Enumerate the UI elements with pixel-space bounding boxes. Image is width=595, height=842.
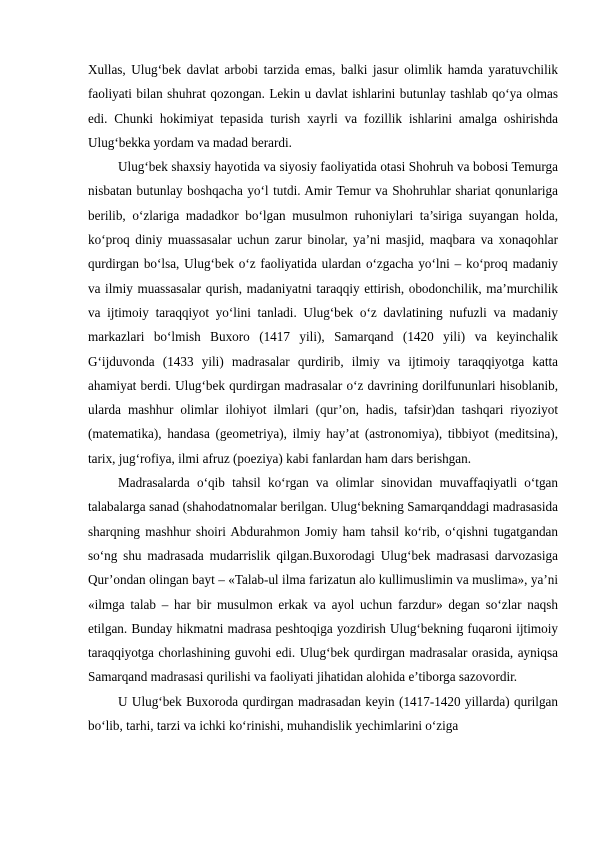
paragraph-1: Xullas, Ulug‘bek davlat arbobi tarzida emas, balki jasur olimlik hamda yaratuvchilik faoliyati bilan shuhrat qozongan. Lekin u davlat ishlarini butunlay tashlab qo‘ya olmas edi. Chunki hokimiyat tepasida turish xayrli va fozillik ishlarini amalga oshirishda Ulug‘bekka yordam va madad berardi.: [88, 62, 558, 150]
document-page: [88, 58, 558, 738]
paragraph-3: Madrasalarda o‘qib tahsil ko‘rgan va olimlar sinovidan muvaffaqiyatli o‘tgan talabalarga sanad (shahodatnomalar berilgan. Ulug‘bekning Samarqanddagi madrasasida sharqning mashhur shoiri Abdurahmon Jomiy ham tahsil ko‘rib, o‘qishni tugatgandan so‘ng shu madrasada mudarrislik qilgan.Buxorodagi Ulug‘bek madrasasi darvozasiga Qur’ondan olingan bayt – «Talab-ul ilma farizatun alo kullimuslimin va muslima», ya’ni «ilmga talab – har bir musulmon erkak va ayol uchun farzdur» degan so‘zlar naqsh etilgan. Bunday hikmatni madrasa peshtoqiga yozdirish Ulug‘bekning fuqaroni ijtimoiy taraqqiyotga chorlashining guvohi edi. Ulug‘bek qurdirgan madrasalar orasida, ayniqsa Samarqand madrasasi qurilishi va faoliyati jihatidan alohida e’tiborga sazovordir.: [88, 475, 558, 685]
paragraph-2: Ulug‘bek shaxsiy hayotida va siyosiy faoliyatida otasi Shohruh va bobosi Temurga nisbatan butunlay boshqacha yo‘l tutdi. Amir Temur va Shohruhlar shariat qonunlariga berilib, o‘zlariga madadkor bo‘lgan musulmon ruhoniylari ta’siriga suyangan holda, ko‘proq diniy muassasalar uchun zarur binolar, ya’ni masjid, maqbara va xonaqohlar qurdirgan bo‘lsa, Ulug‘bek o‘z faoliyatida ulardan o‘zgacha yo‘lni – ko‘proq madaniy va ilmiy muassasalar qurish, madaniyatni taraqqiy ettirish, obodonchilik, ma’murchilik va ijtimoiy taraqqiyot yo‘lini tanladi. Ulug‘bek o‘z davlatining nufuzli va madaniy markazlari bo‘lmish Buxoro (1417 yili), Samarqand (1420 yili) va keyinchalik G‘ijduvonda (1433 yili) madrasalar qurdirib, ilmiy va ijtimoiy taraqqiyotga katta ahamiyat berdi. Ulug‘bek qurdirgan madrasalar o‘z davrining dorilfununlari hisoblanib, ularda mashhur olimlar ilohiyot ilmlari (qur’on, hadis, tafsir)dan tashqari riyoziyot (matematika), handasa (geometriya), ilmiy hay’at (astronomiya), tibbiyot (meditsina), tarix, jug‘rofiya, ilmi afruz (poeziya) kabi fanlardan ham dars berishgan.: [88, 159, 558, 466]
paragraph-4: U Ulug‘bek Buxoroda qurdirgan madrasadan keyin (1417-1420 yillarda) qurilgan bo‘lib, tarhi, tarzi va ichki ko‘rinishi, muhandislik yechimlarini o‘ziga: [88, 693, 558, 734]
